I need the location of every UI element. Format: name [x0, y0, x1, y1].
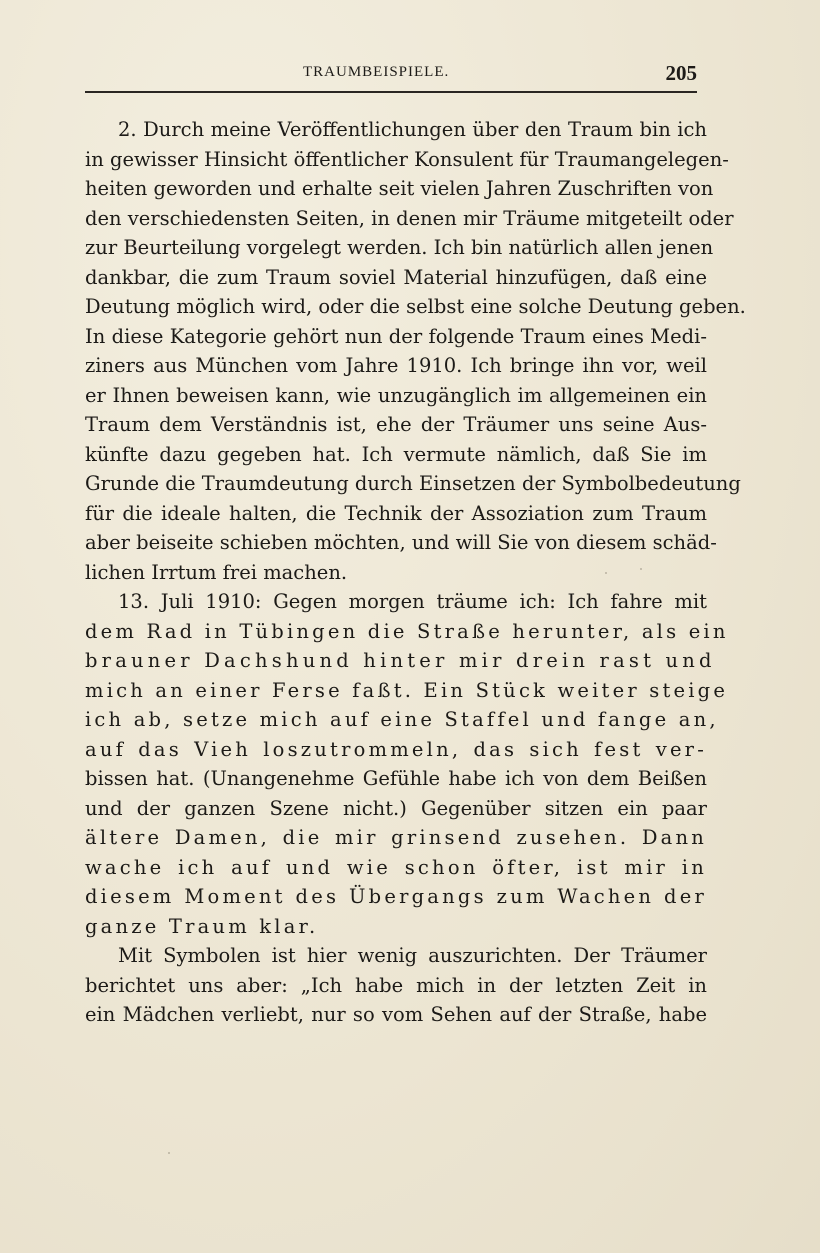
- page-number: 205: [665, 61, 697, 85]
- text-line: Grunde die Traumdeutung durch Einsetzen der Symbolbedeutung: [85, 472, 741, 495]
- text-line: ein Mädchen verliebt, nur so vom Sehen auf der Straße, habe: [85, 1003, 707, 1026]
- text-line: berichtet uns aber: „Ich habe mich in der letzten Zeit in: [85, 973, 707, 997]
- text-line: In diese Kategorie gehört nun der folgende Traum eines Medi-: [85, 324, 707, 348]
- text-line: brauner Dachshund hinter mir drein rast und: [85, 649, 716, 672]
- text-line: auf das Vieh loszutrommeln, das sich fest ver-: [85, 737, 707, 761]
- text-line: zur Beurteilung vorgelegt werden. Ich bin natürlich allen jenen: [85, 236, 714, 259]
- text-line: ziners aus München vom Jahre 1910. Ich bringe ihn vor, weil: [85, 354, 707, 377]
- text-line: den verschiedensten Seiten, in denen mir Träume mitgeteilt oder: [85, 206, 734, 230]
- text-line: in gewisser Hinsicht öffentlicher Konsulent für Traumangelegen-: [85, 147, 729, 171]
- text-line: wache ich auf und wie schon öfter, ist mir in: [85, 855, 707, 879]
- text-line: für die ideale halten, die Technik der Assoziation zum Traum: [85, 501, 707, 525]
- text-line: bissen hat. (Unangenehme Gefühle habe ich von dem Beißen: [85, 767, 707, 790]
- body-text: [85, 115, 746, 1030]
- running-head: [85, 62, 697, 86]
- text-line: ich ab, setze mich auf eine Staffel und fange an,: [85, 708, 719, 731]
- text-line: und der ganzen Szene nicht.) Gegenüber sitzen ein paar: [85, 796, 707, 820]
- paper-speck: [640, 568, 642, 570]
- text-line: aber beiseite schieben möchten, und will Sie von diesem schäd-: [85, 531, 717, 554]
- paper-speck: [605, 572, 607, 574]
- text-line: heiten geworden und erhalte seit vielen Jahren Zuschriften von: [85, 177, 714, 200]
- text-line: dem Rad in Tübingen die Straße herunter, als ein: [85, 619, 729, 643]
- text-line: mich an einer Ferse faßt. Ein Stück weiter steige: [85, 678, 729, 702]
- text-line: diesem Moment des Übergangs zum Wachen der: [85, 885, 707, 908]
- paper-speck: [168, 1152, 170, 1154]
- header-rule: [85, 91, 697, 93]
- text-line: ältere Damen, die mir grinsend zusehen. Dann: [85, 826, 707, 849]
- text-line: er Ihnen beweisen kann, wie unzugänglich im allgemeinen ein: [85, 383, 707, 407]
- text-line: lichen Irrtum frei machen.: [85, 560, 348, 584]
- text-line: künfte dazu gegeben hat. Ich vermute nämlich, daß Sie im: [85, 442, 707, 466]
- text-line: Traum dem Verständnis ist, ehe der Träumer uns seine Aus-: [85, 413, 707, 436]
- text-line: Deutung möglich wird, oder die selbst eine solche Deutung geben.: [85, 295, 746, 318]
- text-line: dankbar, die zum Traum soviel Material hinzufügen, daß eine: [85, 265, 707, 289]
- text-line: 2. Durch meine Veröffentlichungen über den Traum bin ich: [118, 118, 707, 141]
- text-line: 13. Juli 1910: Gegen morgen träume ich: Ich fahre mit: [118, 590, 707, 613]
- text-line: Mit Symbolen ist hier wenig auszurichten. Der Träumer: [118, 944, 707, 967]
- text-line: ganze Traum klar.: [85, 914, 319, 938]
- running-head-title: TRAUMBEISPIELE.: [303, 64, 450, 80]
